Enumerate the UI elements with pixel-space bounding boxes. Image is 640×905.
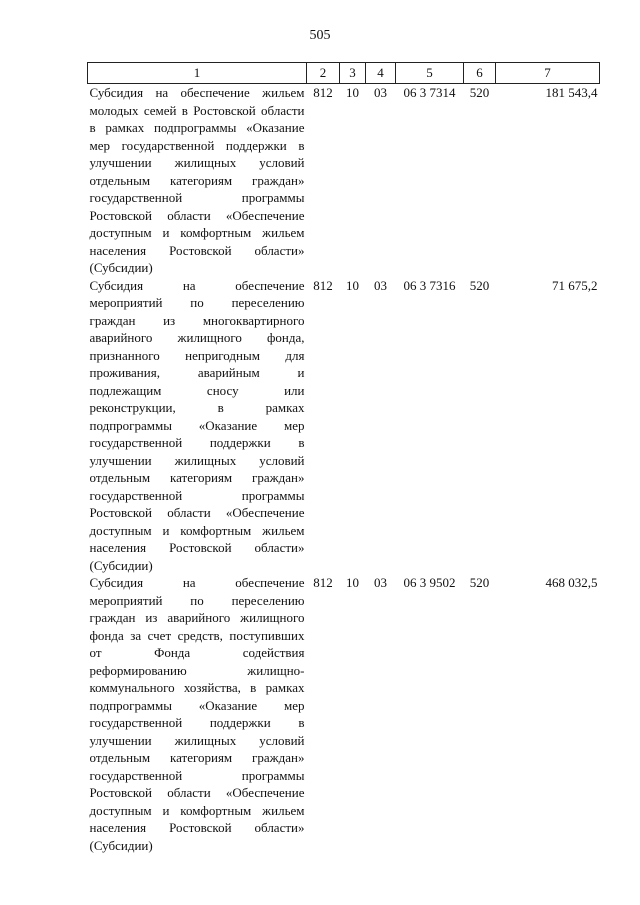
row-amount: 468 032,5 [545,575,598,590]
budget-table [87,62,600,854]
row-amount: 71 675,2 [552,277,598,293]
row-ministry-code: 812 [313,277,333,293]
column-header-5: 5 [396,63,464,84]
table-header-row [88,63,600,84]
row-description: Субсидия на обеспечение мероприятий по переселению граждан из аварийного жилищного фонда за счет средств, поступивших от Фонда содействия реформированию жилищно-коммунального хозяйства, в рамках подпрограммы «Оказание мер государственной поддержки в улучшении жилищных условий отдельным категориям граждан» государственной программы Ростовской области «Обеспечение доступным и комфортным жильем населения Ростовской области» (Субсидии) [89,575,305,853]
row-section-code: 10 [346,575,359,590]
column-header-7: 7 [496,63,600,84]
row-expense-type: 520 [469,277,490,293]
table-row [88,574,600,854]
column-header-1: 1 [88,63,307,84]
row-subsection-code: 03 [374,277,387,293]
row-target-article: 06 3 9502 [403,575,456,590]
row-expense-type: 520 [469,575,490,590]
row-subsection-code: 03 [374,85,387,100]
column-header-6: 6 [464,63,496,84]
row-section-code: 10 [346,277,359,293]
row-target-article: 06 3 7316 [403,277,456,293]
row-ministry-code: 812 [313,85,333,100]
row-amount: 181 543,4 [545,85,598,100]
page-number: 505 [309,28,331,43]
row-section-code: 10 [346,85,359,100]
table-row [88,277,600,575]
row-target-article: 06 3 7314 [403,85,456,100]
row-expense-type: 520 [469,85,490,100]
row-ministry-code: 812 [313,575,333,590]
table-row [88,84,600,277]
row-subsection-code: 03 [374,575,387,590]
column-header-2: 2 [307,63,340,84]
row-description: Субсидия на обеспечение мероприятий по переселению граждан из многоквартирного аварийного жилищного фонда, признанного непригодным для проживания, аварийным и подлежащим сносу или реконструкции, в рамках подпрограммы «Оказание мер государственной поддержки в улучшении жилищных условий отдельным категориям граждан» государственной программы Ростовской области «Обеспечение доступным и комфортным жильем населения Ростовской области» (Субсидии) [89,277,305,573]
row-description: Субсидия на обеспечение жильем молодых семей в Ростовской области в рамках подпрограммы «Оказание мер государственной поддержки в улучшении жилищных условий отдельным категориям граждан» государственной программы Ростовской области «Обеспечение доступным и комфортным жильем населения Ростовской области» (Субсидии) [89,85,305,275]
column-header-4: 4 [366,63,396,84]
column-header-3: 3 [340,63,366,84]
